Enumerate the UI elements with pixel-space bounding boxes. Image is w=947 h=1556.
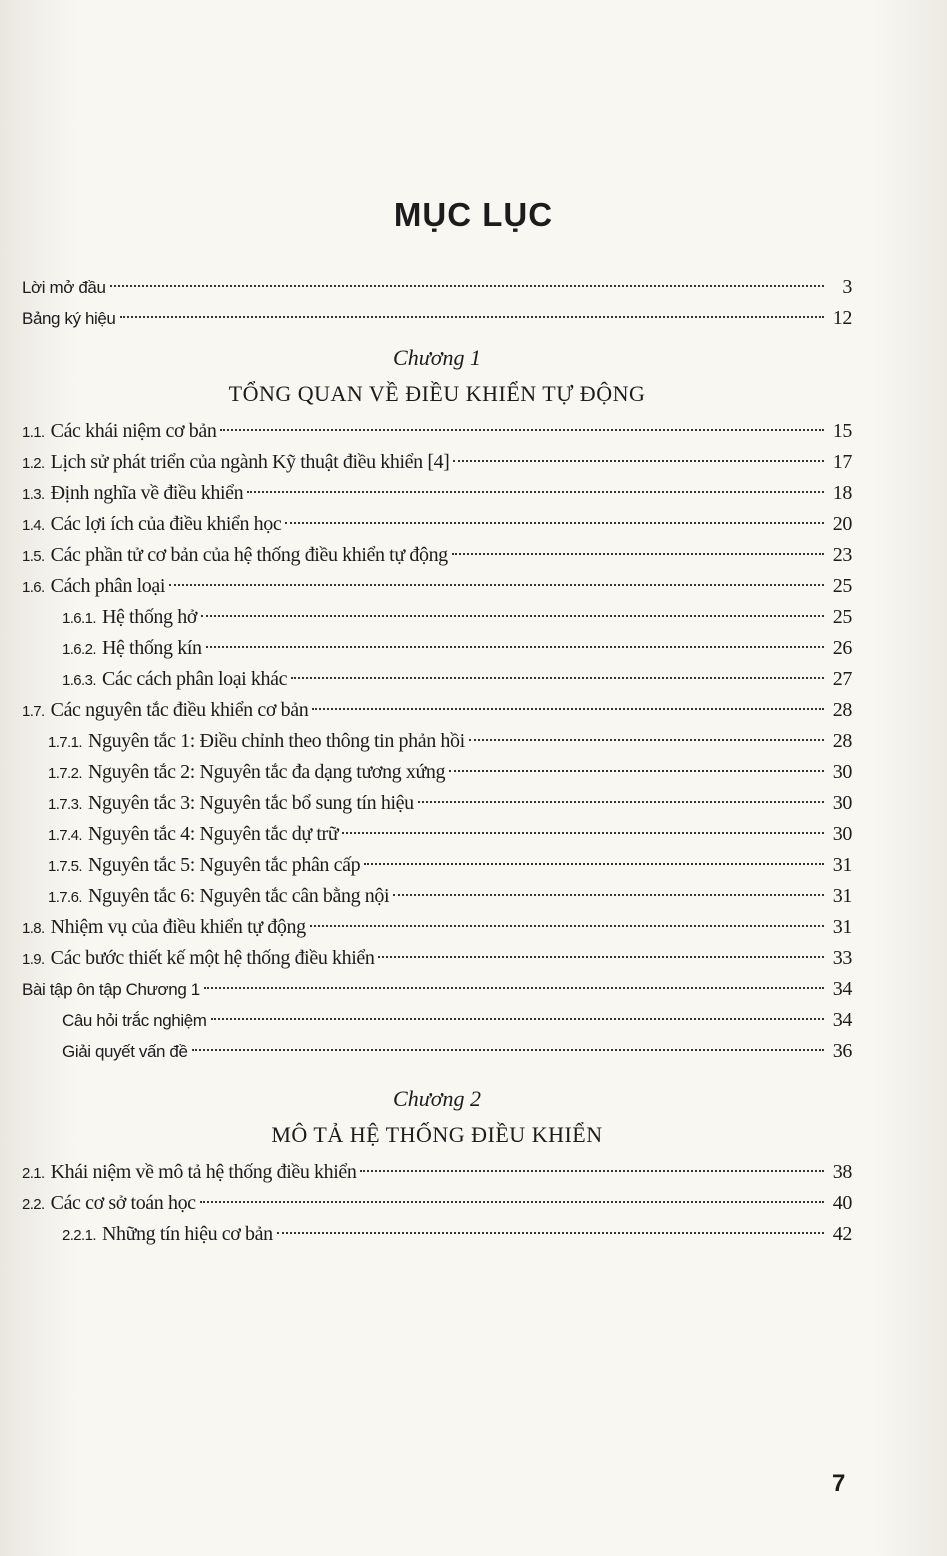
toc-label: Lời mở đầu xyxy=(22,278,106,297)
dot-leader xyxy=(277,1232,824,1234)
toc-label: Hệ thống kín xyxy=(101,637,202,659)
toc-number: 1.6.2. xyxy=(62,641,96,658)
toc-label: Câu hỏi trắc nghiệm xyxy=(62,1011,207,1030)
dot-leader xyxy=(469,739,824,741)
toc-page: 36 xyxy=(832,1040,852,1062)
toc-row xyxy=(22,303,852,334)
toc-row xyxy=(22,571,852,602)
toc-page: 15 xyxy=(832,420,852,442)
toc-row xyxy=(22,416,852,447)
toc-label: Các lợi ích của điều khiển học xyxy=(50,513,282,535)
toc-page: 31 xyxy=(832,854,852,876)
dot-leader xyxy=(449,770,824,772)
chapter-label: Chương 2 xyxy=(393,1086,481,1111)
dot-leader xyxy=(285,522,824,524)
toc-page: 25 xyxy=(832,606,852,628)
toc-row xyxy=(22,912,852,943)
toc-page: 30 xyxy=(832,761,852,783)
table-of-contents xyxy=(22,272,852,1250)
toc-number: 1.7.1. xyxy=(48,734,82,751)
toc-number: 2.1. xyxy=(22,1165,45,1182)
toc-page: 40 xyxy=(832,1192,852,1214)
chapter-title: TỔNG QUAN VỀ ĐIỀU KHIỂN TỰ ĐỘNG xyxy=(228,381,646,406)
toc-row xyxy=(22,850,852,881)
toc-page: 28 xyxy=(832,699,852,721)
toc-page: 30 xyxy=(832,823,852,845)
toc-page: 34 xyxy=(832,978,852,1000)
toc-label: Nguyên tắc 2: Nguyên tắc đa dạng tương xứng xyxy=(87,761,446,783)
chapter-title: MÔ TẢ HỆ THỐNG ĐIỀU KHIỂN xyxy=(271,1122,603,1147)
toc-row xyxy=(22,478,852,509)
dot-leader xyxy=(452,553,824,555)
toc-label: Định nghĩa về điều khiển xyxy=(50,482,244,504)
dot-leader xyxy=(310,925,824,927)
dot-leader xyxy=(342,832,824,834)
dot-leader xyxy=(291,677,824,679)
toc-number: 1.9. xyxy=(22,951,45,968)
toc-row xyxy=(22,272,852,303)
toc-row xyxy=(22,1157,852,1188)
toc-label: Các khái niệm cơ bản xyxy=(50,420,217,442)
toc-label: Cách phân loại xyxy=(50,575,165,597)
toc-row xyxy=(22,633,852,664)
dot-leader xyxy=(110,285,825,287)
toc-row xyxy=(22,1036,852,1067)
toc-number: 1.4. xyxy=(22,517,45,534)
toc-page: 12 xyxy=(832,307,852,329)
toc-page: 3 xyxy=(842,276,852,298)
toc-row xyxy=(22,447,852,478)
page-number: 7 xyxy=(832,1470,846,1497)
toc-row xyxy=(22,974,852,1005)
toc-row xyxy=(22,788,852,819)
toc-page: 34 xyxy=(832,1009,852,1031)
toc-page: 31 xyxy=(832,885,852,907)
toc-number: 1.7. xyxy=(22,703,45,720)
toc-page: 42 xyxy=(832,1223,852,1245)
toc-row xyxy=(22,943,852,974)
dot-leader xyxy=(418,801,824,803)
toc-row xyxy=(22,819,852,850)
toc-label: Bài tập ôn tập Chương 1 xyxy=(22,980,200,999)
toc-label: Nguyên tắc 1: Điều chỉnh theo thông tin phản hồi xyxy=(87,730,465,752)
toc-row xyxy=(22,664,852,695)
dot-leader xyxy=(169,584,824,586)
dot-leader xyxy=(453,460,824,462)
toc-page: 18 xyxy=(832,482,852,504)
toc-label: Các phần tử cơ bản của hệ thống điều khiển tự động xyxy=(50,544,448,566)
toc-number: 1.7.5. xyxy=(48,858,82,875)
toc-number: 1.6.1. xyxy=(62,610,96,627)
dot-leader xyxy=(360,1170,824,1172)
toc-row xyxy=(22,509,852,540)
toc-row xyxy=(22,1005,852,1036)
toc-page: 30 xyxy=(832,792,852,814)
toc-row xyxy=(22,602,852,633)
dot-leader xyxy=(211,1018,824,1020)
toc-number: 1.8. xyxy=(22,920,45,937)
toc-number: 1.3. xyxy=(22,486,45,503)
toc-number: 2.2.1. xyxy=(62,1227,96,1244)
toc-page: 23 xyxy=(832,544,852,566)
dot-leader xyxy=(220,429,824,431)
toc-page: 17 xyxy=(832,451,852,473)
toc-label: Nhiệm vụ của điều khiển tự động xyxy=(50,916,306,938)
toc-page: 20 xyxy=(832,513,852,535)
page-title: MỤC LỤC xyxy=(393,196,554,233)
dot-leader xyxy=(200,1201,824,1203)
toc-label: Các bước thiết kế một hệ thống điều khiển xyxy=(50,947,375,969)
toc-page: 38 xyxy=(832,1161,852,1183)
toc-row xyxy=(22,695,852,726)
toc-number: 1.7.6. xyxy=(48,889,82,906)
dot-leader xyxy=(201,615,824,617)
dot-leader xyxy=(247,491,824,493)
toc-label: Các cơ sở toán học xyxy=(50,1192,196,1214)
toc-label: Nguyên tắc 6: Nguyên tắc cân bằng nội xyxy=(87,885,390,907)
dot-leader xyxy=(364,863,824,865)
dot-leader xyxy=(204,987,824,989)
toc-number: 1.7.2. xyxy=(48,765,82,782)
toc-label: Nguyên tắc 4: Nguyên tắc dự trữ xyxy=(87,823,339,845)
chapter-label: Chương 1 xyxy=(393,345,481,370)
toc-label: Nguyên tắc 3: Nguyên tắc bổ sung tín hiệu xyxy=(87,792,414,814)
dot-leader xyxy=(393,894,824,896)
toc-row xyxy=(22,726,852,757)
dot-leader xyxy=(206,646,824,648)
toc-page: 31 xyxy=(832,916,852,938)
toc-number: 1.7.3. xyxy=(48,796,82,813)
toc-label: Các nguyên tắc điều khiển cơ bản xyxy=(50,699,309,721)
toc-label: Khái niệm về mô tả hệ thống điều khiển xyxy=(50,1161,357,1183)
toc-number: 2.2. xyxy=(22,1196,45,1213)
toc-row xyxy=(22,757,852,788)
toc-label: Lịch sử phát triển của ngành Kỹ thuật điều khiển [4] xyxy=(50,451,450,473)
toc-number: 1.6. xyxy=(22,579,45,596)
toc-row xyxy=(22,540,852,571)
toc-number: 1.6.3. xyxy=(62,672,96,689)
toc-label: Nguyên tắc 5: Nguyên tắc phân cấp xyxy=(87,854,361,876)
toc-page: 33 xyxy=(832,947,852,969)
toc-row xyxy=(22,1219,852,1250)
toc-number: 1.7.4. xyxy=(48,827,82,844)
toc-row xyxy=(22,1188,852,1219)
toc-label: Những tín hiệu cơ bản xyxy=(101,1223,273,1245)
toc-number: 1.2. xyxy=(22,455,45,472)
toc-page: 25 xyxy=(832,575,852,597)
dot-leader xyxy=(378,956,824,958)
toc-number: 1.1. xyxy=(22,424,45,441)
dot-leader xyxy=(312,708,824,710)
toc-page: 28 xyxy=(832,730,852,752)
toc-page: 27 xyxy=(832,668,852,690)
toc-label: Các cách phân loại khác xyxy=(101,668,288,690)
dot-leader xyxy=(192,1049,824,1051)
toc-label: Hệ thống hở xyxy=(101,606,197,628)
toc-label: Giải quyết vấn đề xyxy=(62,1042,188,1061)
dot-leader xyxy=(120,316,825,318)
toc-row xyxy=(22,881,852,912)
toc-number: 1.5. xyxy=(22,548,45,565)
toc-page: 26 xyxy=(832,637,852,659)
toc-label: Bảng ký hiệu xyxy=(22,309,116,328)
